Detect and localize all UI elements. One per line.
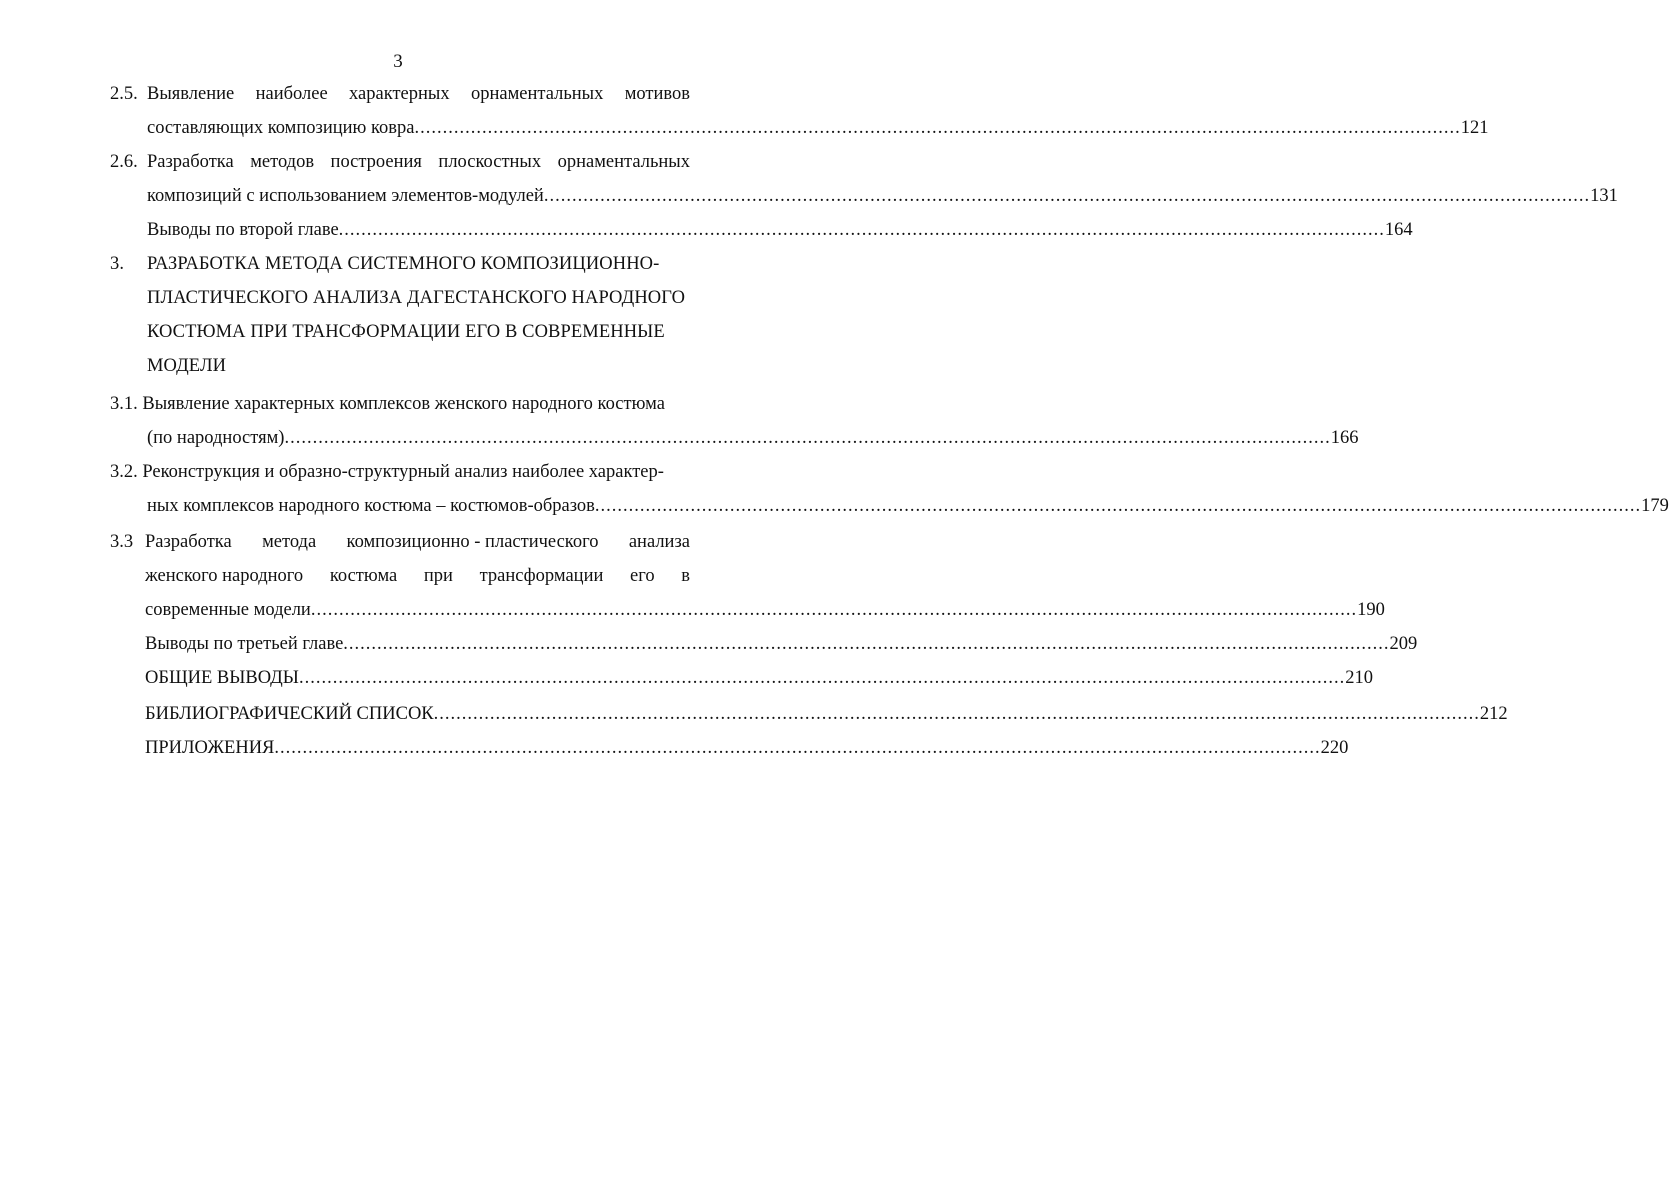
word: методов xyxy=(250,152,315,172)
word: Разработка xyxy=(145,532,232,552)
word: мотивов xyxy=(624,84,690,104)
word: плоскостных xyxy=(438,152,542,172)
toc-page: 220 xyxy=(1320,738,1349,758)
toc-appendices xyxy=(145,736,1349,760)
toc-page: 210 xyxy=(1345,668,1373,688)
word: трансформации xyxy=(479,566,604,586)
toc-number: 3.3 xyxy=(110,532,134,552)
word: женского народного xyxy=(145,566,304,586)
dot-leader: .......................................................................................................................................................................................... xyxy=(284,428,1331,448)
dot-leader: .......................................................................................................................................................................................... xyxy=(543,186,1591,206)
dot-leader: .......................................................................................................................................................................................... xyxy=(433,704,1480,724)
toc-leader-line xyxy=(145,598,1385,622)
word: построения xyxy=(330,152,422,172)
toc-bibliography xyxy=(145,702,1508,726)
toc-text: составляющих композицию ковра xyxy=(147,118,415,138)
word: его xyxy=(630,566,655,586)
toc-text: ПРИЛОЖЕНИЯ xyxy=(145,738,275,758)
toc-text: композиций с использованием элементов-модулей xyxy=(147,186,544,206)
toc-page: 164 xyxy=(1384,220,1413,240)
dot-leader: .......................................................................................................................................................................................... xyxy=(594,496,1642,516)
toc-page: 209 xyxy=(1389,634,1418,654)
chapter-title-line: МОДЕЛИ xyxy=(147,356,227,376)
toc-text: Реконструкция и образно-структурный анализ наиболее характер- xyxy=(142,462,664,482)
toc-leader-line xyxy=(147,184,1618,208)
dot-leader: .......................................................................................................................................................................................... xyxy=(338,220,1385,240)
toc-text: ных комплексов народного костюма – костюмов-образов xyxy=(147,496,595,516)
word: в xyxy=(681,566,690,586)
dot-leader: .......................................................................................................................................................................................... xyxy=(298,668,1346,688)
word: костюма xyxy=(329,566,398,586)
toc-number: 3.2. xyxy=(110,462,138,482)
toc-number: 3. xyxy=(110,254,125,274)
toc-text: (по народностям) xyxy=(147,428,285,448)
word: Разработка xyxy=(147,152,234,172)
toc-entry-2-5 xyxy=(110,82,690,106)
toc-conclusions-ch2 xyxy=(147,218,1413,242)
chapter-title-line: КОСТЮМА ПРИ ТРАНСФОРМАЦИИ ЕГО В СОВРЕМЕННЫЕ xyxy=(147,322,665,342)
word: орнаментальных xyxy=(557,152,690,172)
toc-page: 131 xyxy=(1590,186,1618,206)
word: композиционно - пластического xyxy=(346,532,599,552)
toc-conclusions-ch3 xyxy=(145,632,1418,656)
toc-text: современные модели xyxy=(145,600,311,620)
word: анализа xyxy=(628,532,690,552)
toc-text: Выявление характерных комплексов женского народного костюма xyxy=(142,394,665,414)
toc-page: 121 xyxy=(1460,118,1489,138)
toc-number: 2.5. xyxy=(110,84,138,104)
toc-number: 3.1. xyxy=(110,394,138,414)
toc-number: 2.6. xyxy=(110,152,138,172)
toc-entry-2-6 xyxy=(110,150,690,174)
toc-general-conclusions xyxy=(145,666,1373,690)
toc-line xyxy=(147,150,690,174)
chapter-title-line: ПЛАСТИЧЕСКОГО АНАЛИЗА ДАГЕСТАНСКОГО НАРОДНОГО xyxy=(147,288,686,308)
toc-entry-3-3 xyxy=(110,530,690,554)
word: характерных xyxy=(349,84,450,104)
toc-line xyxy=(147,82,690,106)
toc-entry-3-2 xyxy=(110,460,664,484)
toc-leader-line xyxy=(147,494,1669,518)
toc-entry-3-1 xyxy=(110,392,665,416)
word: метода xyxy=(262,532,317,552)
chapter-title-line: РАЗРАБОТКА МЕТОДА СИСТЕМНОГО КОМПОЗИЦИОННО- xyxy=(147,254,660,274)
word: при xyxy=(423,566,453,586)
toc-page: 179 xyxy=(1641,496,1669,516)
toc-page: 166 xyxy=(1330,428,1359,448)
toc-text: БИБЛИОГРАФИЧЕСКИЙ СПИСОК xyxy=(145,704,434,724)
toc-leader-line xyxy=(147,116,1489,140)
toc-text: ОБЩИЕ ВЫВОДЫ xyxy=(145,668,299,688)
toc-text: Выводы по третьей главе xyxy=(145,634,344,654)
toc-page: 212 xyxy=(1479,704,1508,724)
toc-leader-line xyxy=(147,426,1359,450)
page-number: 3 xyxy=(393,51,403,72)
dot-leader: .......................................................................................................................................................................................... xyxy=(310,600,1358,620)
word: орнаментальных xyxy=(470,84,604,104)
toc-line xyxy=(145,530,690,554)
dot-leader: .......................................................................................................................................................................................... xyxy=(414,118,1461,138)
toc-page: 190 xyxy=(1357,600,1385,620)
toc-line xyxy=(145,564,690,588)
word: наиболее xyxy=(255,84,328,104)
toc-text: Выводы по второй главе xyxy=(147,220,339,240)
dot-leader: .......................................................................................................................................................................................... xyxy=(343,634,1390,654)
word: Выявление xyxy=(147,84,235,104)
dot-leader: .......................................................................................................................................................................................... xyxy=(274,738,1321,758)
